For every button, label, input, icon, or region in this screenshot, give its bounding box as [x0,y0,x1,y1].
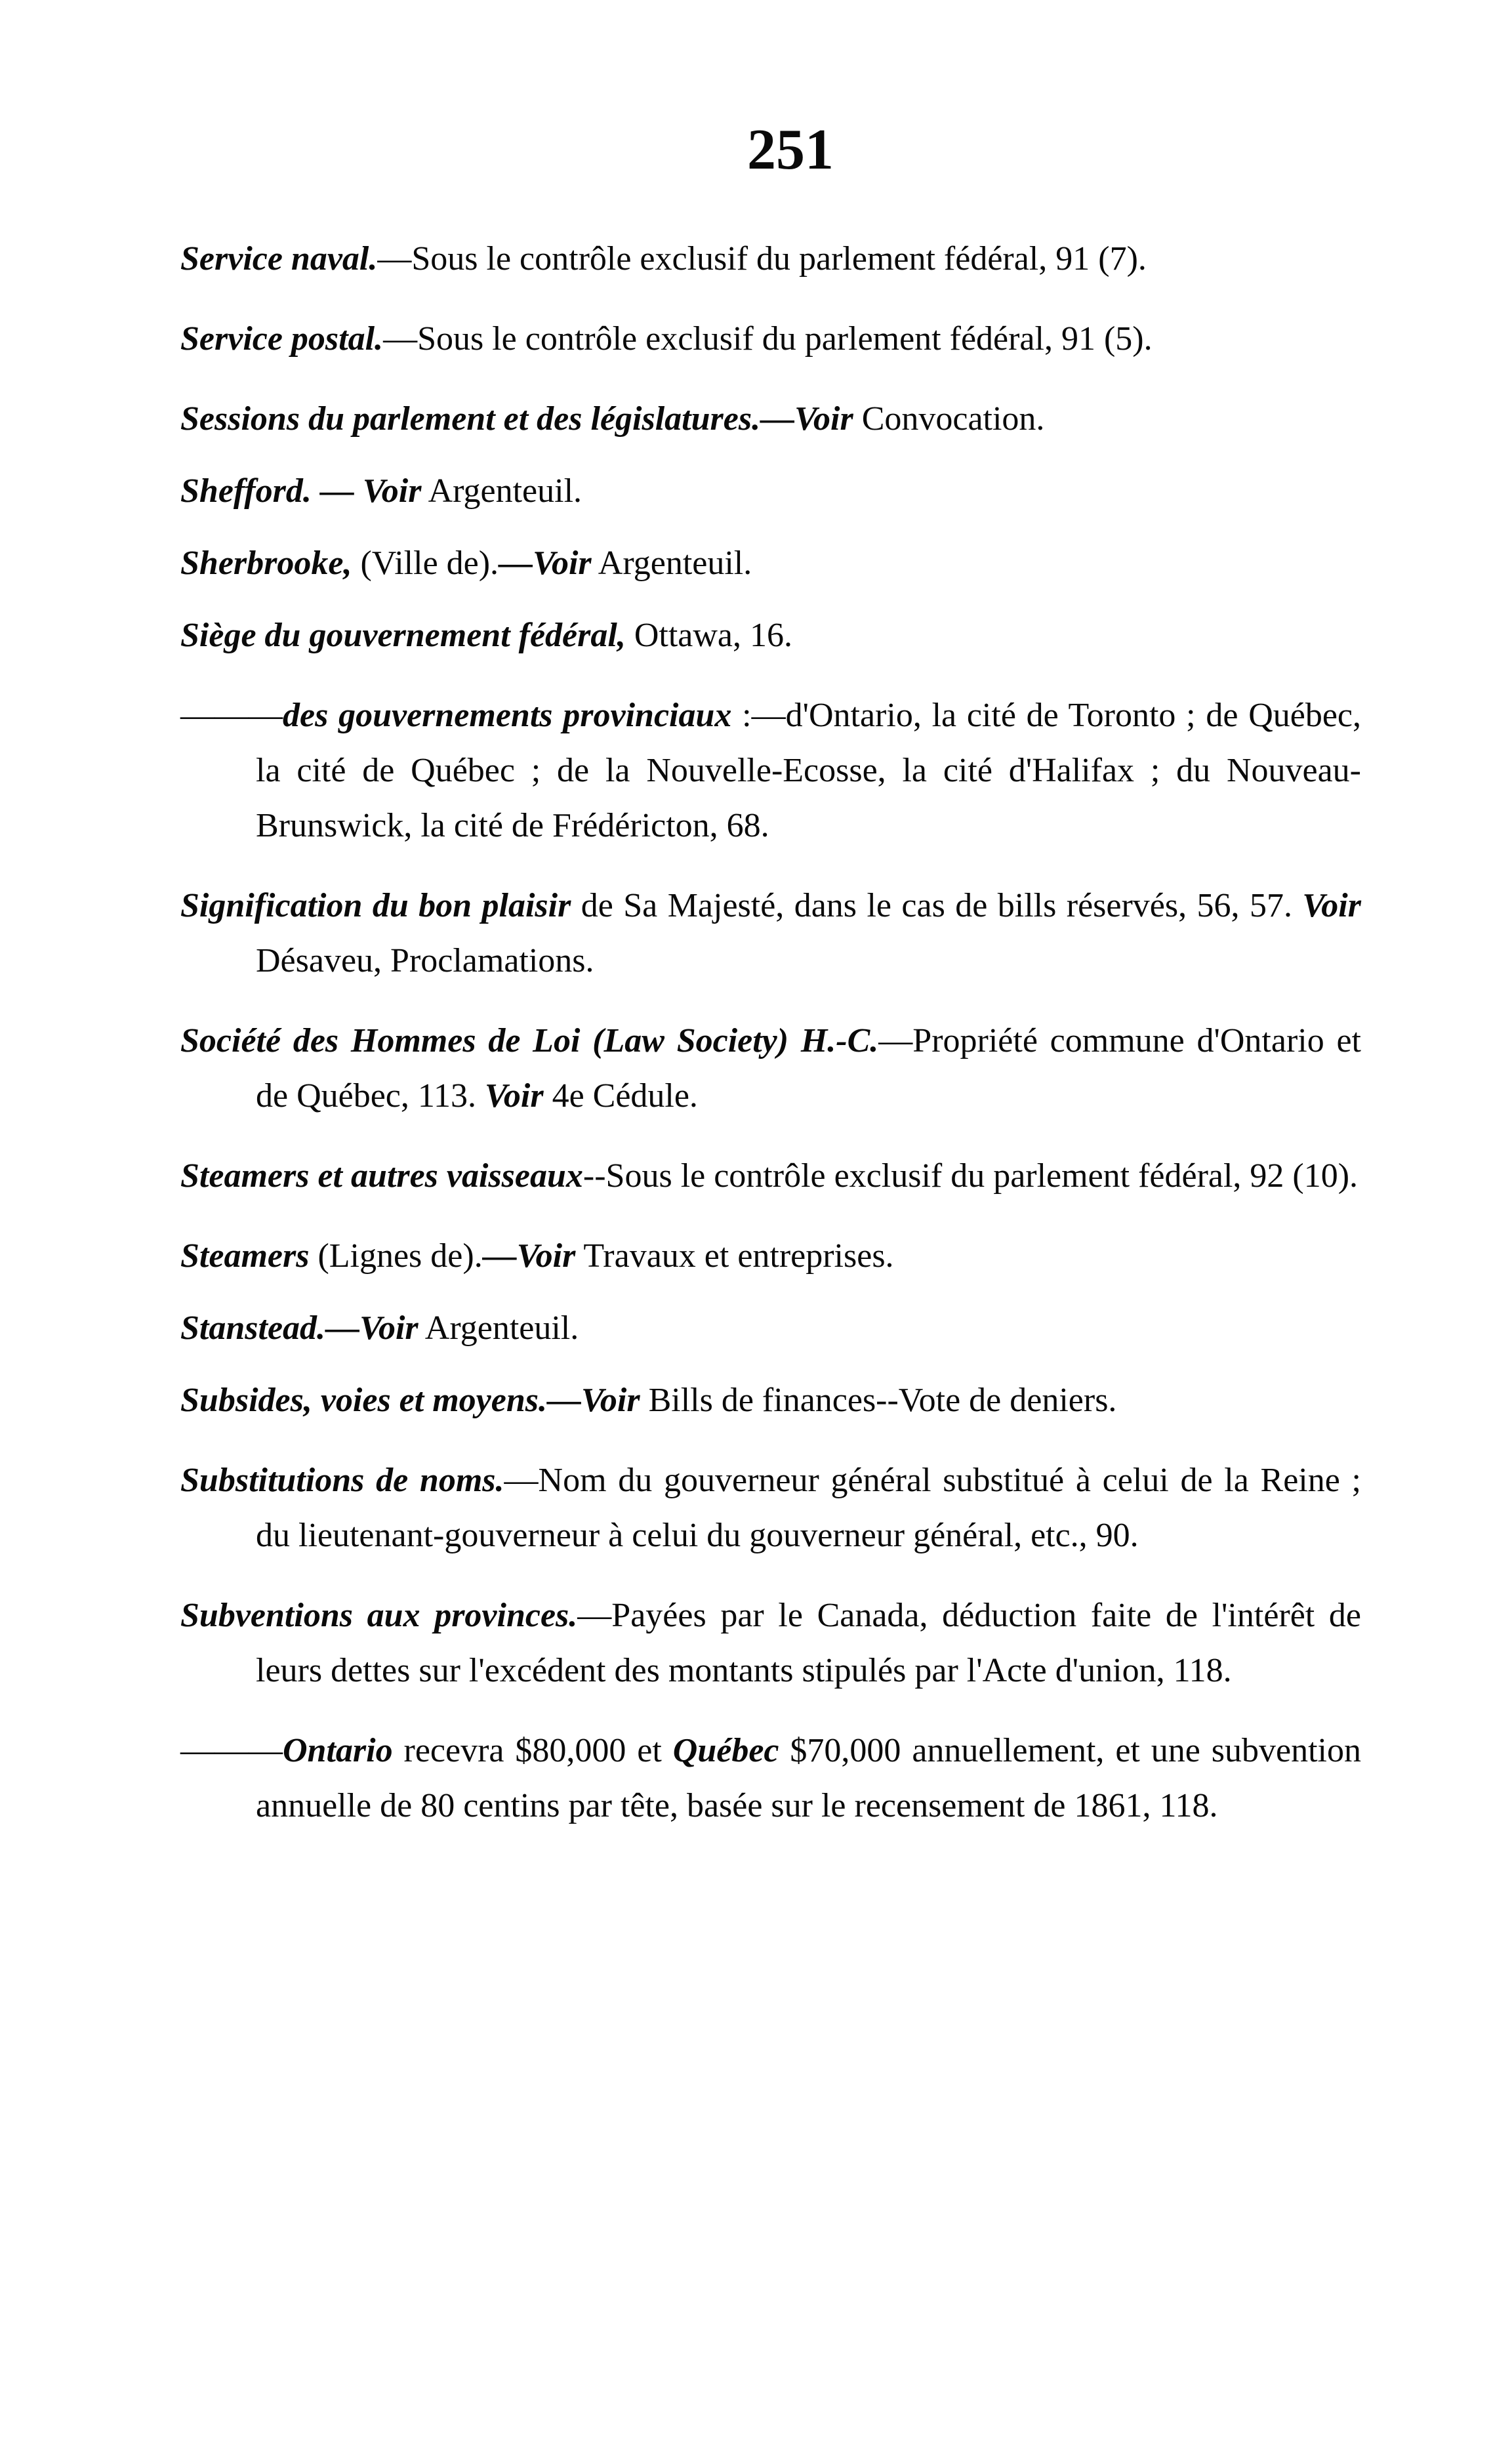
index-subentry [180,1723,1361,1834]
entry-text-continued: Désaveu, Proclamations. [256,942,594,979]
entry-headword: Steamers [180,1237,310,1275]
index-entry [180,878,1361,989]
voir-reference: —Voir [482,1237,576,1275]
voir-reference: — Voir [311,472,422,510]
entry-text: :—d'Ontario, la cité de Toronto ; de Québec, la cité de Québec ; de la Nouvelle-Ecosse, la cité d'Halifax ; du Nouveau-Brunswick, la cité de Frédéricton, 68. [256,697,1361,844]
entry-text: Ottawa, 16. [625,617,792,654]
index-entry [180,1373,1361,1428]
voir-reference: —Voir [499,544,592,582]
entry-text: —Nom du gouverneur général substitué à celui de la Reine ; du lieutenant-gouverneur à celui du gouverneur général, etc., 90. [256,1462,1361,1554]
entry-text: --Sous le contrôle exclusif du parlement fédéral, 92 (10). [582,1157,1359,1195]
entry-headword: Société des Hommes de Loi (Law Society) H.-C. [180,1022,879,1059]
index-subentry [180,688,1361,853]
entry-headword: Service postal. [180,320,384,358]
entry-headword: Substitutions de noms. [180,1462,504,1499]
entry-text: —Payées par le Canada, déduction faite de l'intérêt de leurs dettes sur l'excédent des montants stipulés par l'Acte d'union, 118. [256,1597,1361,1689]
repeat-dash: ——— [180,1732,283,1769]
index-entry [180,536,1361,591]
entry-headword: Signification du bon plaisir [180,887,571,924]
index-entry [180,1301,1361,1356]
index-entry [180,1453,1361,1563]
page-number: 251 [747,118,834,182]
entry-text: (Ville de). [352,544,499,582]
repeat-dash: ——— [180,697,283,734]
entry-headword: Sessions du parlement et des législatures. [180,400,761,438]
entry-headword: Ontario [283,1732,393,1769]
index-entry [180,1229,1361,1284]
voir-reference: —Voir [546,1382,640,1419]
index-entry [180,1588,1361,1698]
index-entry [180,608,1361,663]
voir-reference: Voir [484,1077,544,1115]
index-entry [180,392,1361,447]
entry-headword: Service naval. [180,240,378,277]
entry-text: Argenteuil. [421,472,582,510]
voir-reference: Voir [1302,887,1361,924]
index-entry [180,1014,1361,1124]
voir-reference: —Voir [325,1309,419,1347]
entry-text-continued: $70,000 annuellement, et une subvention annuelle de 80 centins par tête, basée sur le recensement de 1861, 118. [256,1732,1361,1824]
entry-headword: Steamers et autres vaisseaux [180,1157,583,1195]
entry-headword: Sherbrooke, [180,544,352,582]
voir-reference: —Voir [760,400,853,438]
entry-headword: Siège du gouvernement fédéral, [180,617,626,654]
entry-headword-secondary: Québec [672,1732,779,1769]
entry-text: Bills de finances--Vote de deniers. [640,1382,1117,1419]
entry-text: Convocation. [853,400,1045,438]
index-entry [180,1149,1361,1204]
entry-headword: Subventions aux provinces. [180,1597,578,1634]
entry-headword: des gouvernements provinciaux [283,697,732,734]
entry-text-continued: Travaux et entreprises. [575,1237,894,1275]
entry-text: —Sous le contrôle exclusif du parlement fédéral, 91 (7). [377,240,1147,277]
index-entry [180,464,1361,519]
entry-text-continued: Argenteuil. [591,544,752,582]
index-entry [180,312,1361,367]
entry-text: de Sa Majesté, dans le cas de bills réservés, 56, 57. [571,887,1303,924]
entry-headword: Shefford. [180,472,312,510]
entry-text: —Sous le contrôle exclusif du parlement fédéral, 91 (5). [383,320,1153,358]
entry-text: Argenteuil. [418,1309,579,1347]
entry-text: (Lignes de). [309,1237,483,1275]
entry-headword: Stanstead. [180,1309,326,1347]
index-page [180,118,1362,1859]
entry-text-continued: 4e Cédule. [543,1077,698,1115]
entry-text: —Propriété commune d'Ontario et de Québec, 113. [256,1022,1362,1115]
entry-text: recevra $80,000 et [392,1732,673,1769]
entry-headword: Subsides, voies et moyens. [180,1382,547,1419]
index-entry [180,232,1361,287]
